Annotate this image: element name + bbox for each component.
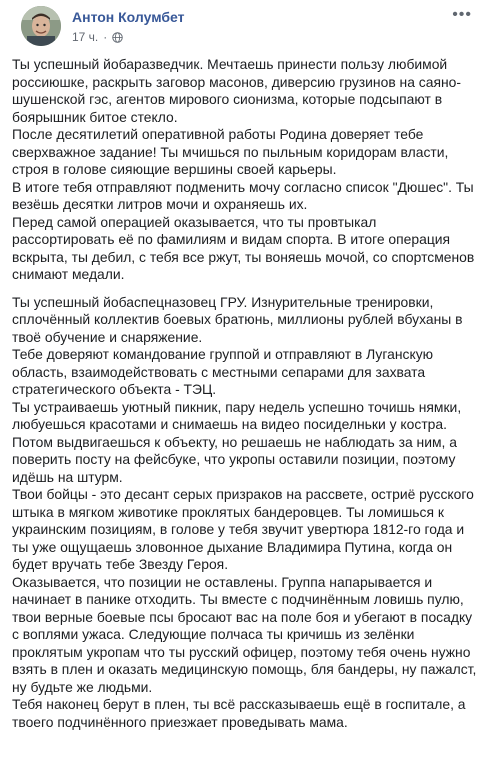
post-paragraph: Ты успешный йобаразведчик. Мечтаешь принести пользу любимой россиюшке, раскрыть заговор масонов, диверсию грузинов на саяно-шушенской гэс, агентов мирового сионизма, которые подсыпают в боярышник битое стекло. [12, 56, 462, 125]
post-paragraph: Твои бойцы - это десант серых призраков на рассвете, остриё русского штыка в мягком животике проклятых бандеровцев. Ты ломишься к украинским позициям, в голове у тебя звучит увертюра 1812-го года и ты уже ощущаешь зловонное дыхание Владимира Путина, когда он будет вручать тебе Звезду Героя. [12, 486, 474, 572]
globe-icon[interactable] [112, 32, 123, 43]
post-paragraph: Тебя наконец берут в плен, ты всё рассказываешь ещё в госпитале, а твоего подчинённого приезжает проведывать мама. [12, 696, 466, 730]
author-name[interactable]: Антон Колумбет [72, 9, 185, 25]
post-paragraph: Тебе доверяют командование группой и отправляют в Луганскую область, взаимодействовать с местными сепарами для захвата стратегического объекта - ТЭЦ. [12, 346, 434, 397]
meta-separator: · [103, 30, 108, 44]
post-paragraph: После десятилетий оперативной работы Родина доверяет тебе сверхважное задание! Ты мчишься по пыльным коридорам власти, строя в голове сияющие вершины своей карьеры. [12, 126, 449, 177]
post-paragraph: Оказывается, что позиции не оставлены. Группа напарывается и начинает в панике отходить. Ты вместе с подчинённым ловишь пулю, твои верные боевые псы бросают вас на поле боя и убегают в посадку с воплями ужаса. Следующие полчаса ты кричишь из зелёнки проклятым укропам что ты русский офицер, поэтому тебя очень нужно взять в плен и оказать медицинскую помощь, бля бандеры, ну пажалст, ну будьте же людьми. [12, 573, 477, 695]
post-paragraph: В итоге тебя отправляют подменить мочу согласно список "Дюшес". Ты везёшь десятки литров мочи и охраняешь их. [12, 178, 474, 212]
post-paragraph: Ты успешный йобаспецназовец ГРУ. Изнурительные тренировки, сплочённый коллектив боевых братюнь, миллионы рублей вбуханы в твоё обучение и снаряжение. [12, 293, 463, 345]
avatar[interactable] [21, 6, 61, 46]
post-paragraph: Перед самой операцией оказывается, что ты провтыкал рассортировать её по фамилиям и видам спорта. В итоге операция вскрыта, ты дебил, с тебя все ржут, ты воняешь мочой, со спортсменов снимают медали. [12, 213, 475, 282]
post-header [12, 0, 482, 52]
avatar-photo [21, 6, 61, 46]
post-timestamp[interactable]: 17 ч. [72, 30, 99, 44]
post-paragraph: Ты устраиваешь уютный пикник, пару недель успешно точишь нямки, любуешься красотами и снимаешь на видео посиделньки у костра. [12, 398, 462, 432]
post-meta [72, 30, 123, 44]
post-options-button[interactable]: ••• [452, 6, 472, 23]
post-body [12, 56, 482, 731]
post-paragraph: Потом выдвигаешься к объекту, но решаешь не наблюдать за ним, а поверить посту на фейсбуке, что укропы оставили позиции, поэтому идёшь на штурм. [12, 433, 457, 485]
